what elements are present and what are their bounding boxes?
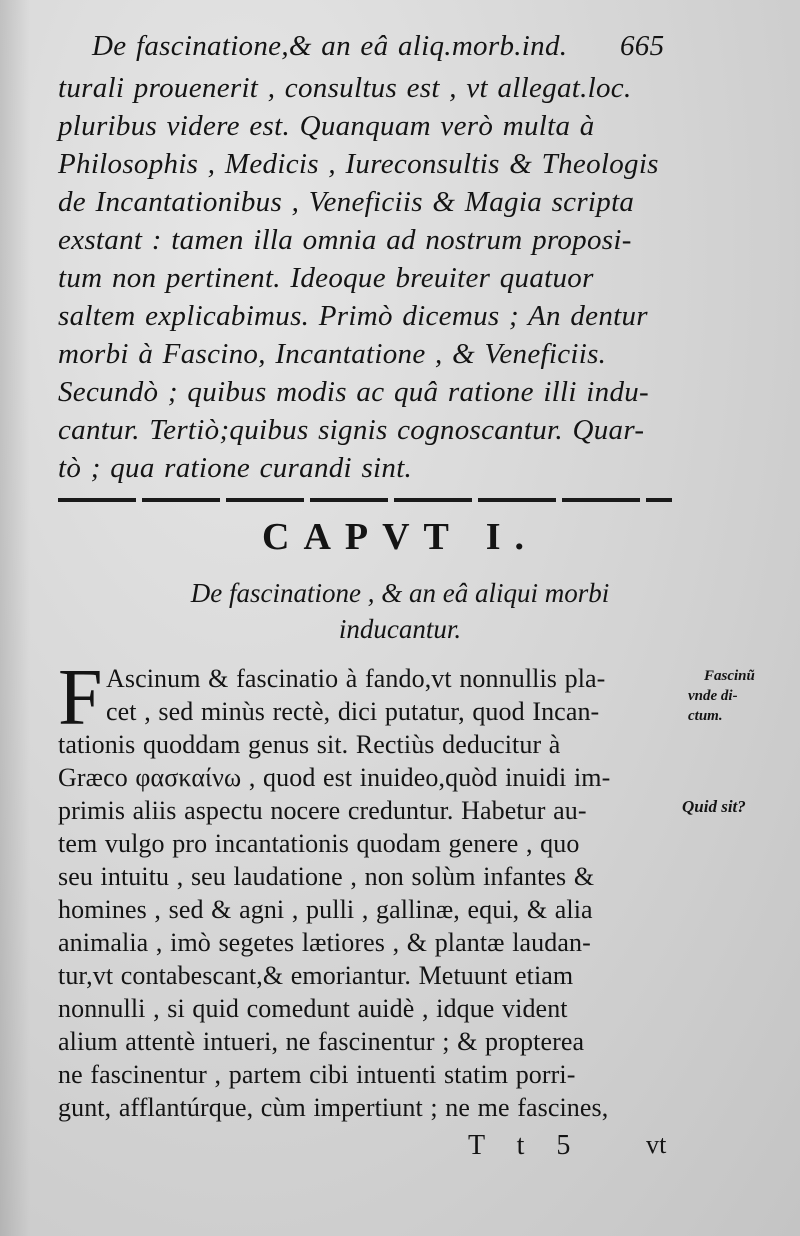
- margin-note-line: Fascinũ: [704, 668, 755, 684]
- text-line: animalia , imò segetes lætiores , & plantæ laudan-: [58, 928, 591, 957]
- text-line: tur,vt contabescant,& emoriantur. Metuunt etiam: [58, 961, 574, 990]
- drop-cap: F: [58, 654, 103, 742]
- signature-mark: T t 5: [468, 1130, 583, 1161]
- margin-note-line: ctum.: [688, 708, 723, 724]
- text-line: exstant : tamen illa omnia ad nostrum proposi-: [58, 224, 632, 256]
- section-divider-rule: [58, 498, 672, 502]
- text-line: Philosophis , Medicis , Iureconsultis & Theologis: [58, 148, 659, 180]
- margin-note-definition: Quid sit?: [682, 797, 746, 816]
- text-line: pluribus videre est. Quanquam verò multa à: [58, 110, 595, 142]
- text-line: ne fascinentur , partem cibi intuenti statim porri-: [58, 1060, 576, 1089]
- text-line: cantur. Tertiò;quibus signis cognoscantur. Quar-: [58, 414, 645, 446]
- text-line: nonnulli , si quid comedunt auidè , idque vident: [58, 994, 568, 1023]
- text-line: primis aliis aspectu nocere creduntur. Habetur au-: [58, 796, 587, 825]
- text-line: gunt, afflantúrque, cùm impertiunt ; ne me fascines,: [58, 1093, 609, 1122]
- chapter-subtitle-line2: inducantur.: [338, 614, 462, 644]
- text-line: saltem explicabimus. Primò dicemus ; An dentur: [58, 300, 648, 332]
- text-line: homines , sed & agni , pulli , gallinæ, equi, & alia: [58, 895, 593, 924]
- running-title: De fascinatione,& an eâ aliq.morb.ind.: [92, 30, 568, 62]
- catchword: vt: [646, 1130, 667, 1159]
- text-line: tem vulgo pro incantationis quodam genere , quo: [58, 829, 580, 858]
- running-header: [92, 30, 567, 63]
- margin-note-line: vnde di-: [688, 688, 738, 704]
- text-line: Ascinum & fascinatio à fando,vt nonnullis pla-: [106, 664, 606, 693]
- text-line: de Incantationibus , Veneficiis & Magia scripta: [58, 186, 635, 218]
- chapter-heading: CAPVT I.: [262, 516, 538, 558]
- chapter-subtitle-line1: De fascinatione , & an eâ aliqui morbi: [190, 578, 610, 608]
- text-line: morbi à Fascino, Incantatione , & Veneficiis.: [58, 338, 607, 370]
- text-line: Græco φασκαίνω , quod est inuideo,quòd inuidi im-: [58, 763, 611, 792]
- text-line: seu intuitu , seu laudatione , non solùm infantes &: [58, 862, 595, 891]
- text-line: turali prouenerit , consultus est , vt allegat.loc.: [58, 72, 632, 104]
- text-line: tum non pertinent. Ideoque breuiter quatuor: [58, 262, 594, 294]
- text-line: tò ; qua ratione curandi sint.: [58, 452, 413, 484]
- text-line: Secundò ; quibus modis ac quâ ratione illi indu-: [58, 376, 650, 408]
- page-number: 665: [620, 30, 665, 62]
- text-line: tationis quoddam genus sit. Rectiùs deducitur à: [58, 730, 561, 759]
- margin-note-etymology: [688, 666, 755, 726]
- text-line: cet , sed minùs rectè, dici putatur, quod Incan-: [106, 697, 600, 726]
- text-line: alium attentè intueri, ne fascinentur ; & propterea: [58, 1027, 585, 1056]
